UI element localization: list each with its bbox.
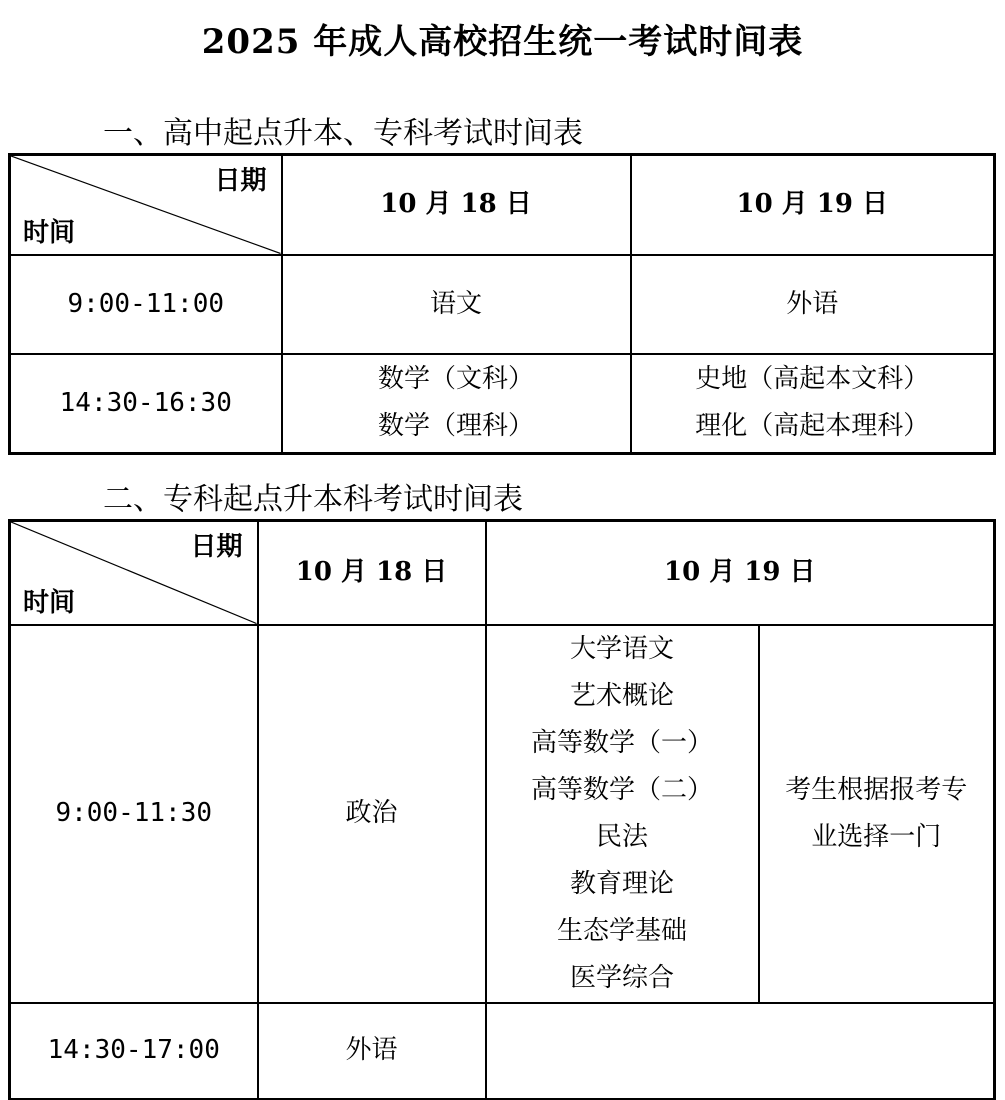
date-header: 10 月 19 日	[486, 521, 995, 625]
subject-line: 高等数学（一）	[530, 727, 713, 758]
subject-line: 生态学基础	[556, 915, 687, 946]
corner-header-cell	[10, 155, 282, 255]
date-header: 10 月 18 日	[282, 155, 631, 255]
subject-cell: 语文	[282, 255, 631, 354]
empty-cell	[486, 1003, 995, 1099]
subject-line: 民法	[595, 821, 648, 852]
subject-line: 数学（文科）	[377, 364, 534, 395]
note-line: 考生根据报考专	[785, 774, 968, 805]
date-header: 10 月 19 日	[631, 155, 995, 255]
time-cell: 14:30-16:30	[10, 354, 282, 454]
time-cell: 9:00-11:00	[10, 255, 282, 354]
time-cell: 9:00-11:30	[10, 625, 258, 1003]
section-heading-1: 一、高中起点升本、专科考试时间表	[103, 116, 583, 151]
subject-line: 理化（高起本理科）	[695, 411, 930, 442]
subject-cell	[282, 354, 631, 454]
time-cell: 14:30-17:00	[10, 1003, 258, 1099]
subject-line: 医学综合	[569, 962, 674, 993]
subject-cell: 外语	[258, 1003, 486, 1099]
corner-time-label: 时间	[23, 217, 76, 248]
schedule-table-2	[8, 519, 996, 1100]
corner-time-label: 时间	[23, 587, 76, 618]
subject-line: 数学（理科）	[377, 411, 534, 442]
page-title: 2025 年成人高校招生统一考试时间表	[201, 22, 804, 62]
subject-line: 教育理论	[569, 868, 674, 899]
subject-line: 大学语文	[569, 633, 674, 664]
corner-date-label: 日期	[190, 532, 243, 562]
subject-cell: 外语	[631, 255, 995, 354]
subject-line: 艺术概论	[569, 680, 674, 711]
note-line: 业选择一门	[811, 821, 942, 852]
subject-line: 高等数学（二）	[530, 774, 713, 805]
section-heading-2: 二、专科起点升本科考试时间表	[103, 482, 523, 517]
subject-cell: 政治	[258, 625, 486, 1003]
corner-date-label: 日期	[214, 166, 267, 196]
subject-list-cell	[486, 625, 759, 1003]
note-cell	[759, 625, 995, 1003]
subject-line: 史地（高起本文科）	[695, 364, 930, 395]
subject-cell	[631, 354, 995, 454]
date-header: 10 月 18 日	[258, 521, 486, 625]
corner-header-cell	[10, 521, 258, 625]
schedule-table-1	[8, 153, 996, 455]
